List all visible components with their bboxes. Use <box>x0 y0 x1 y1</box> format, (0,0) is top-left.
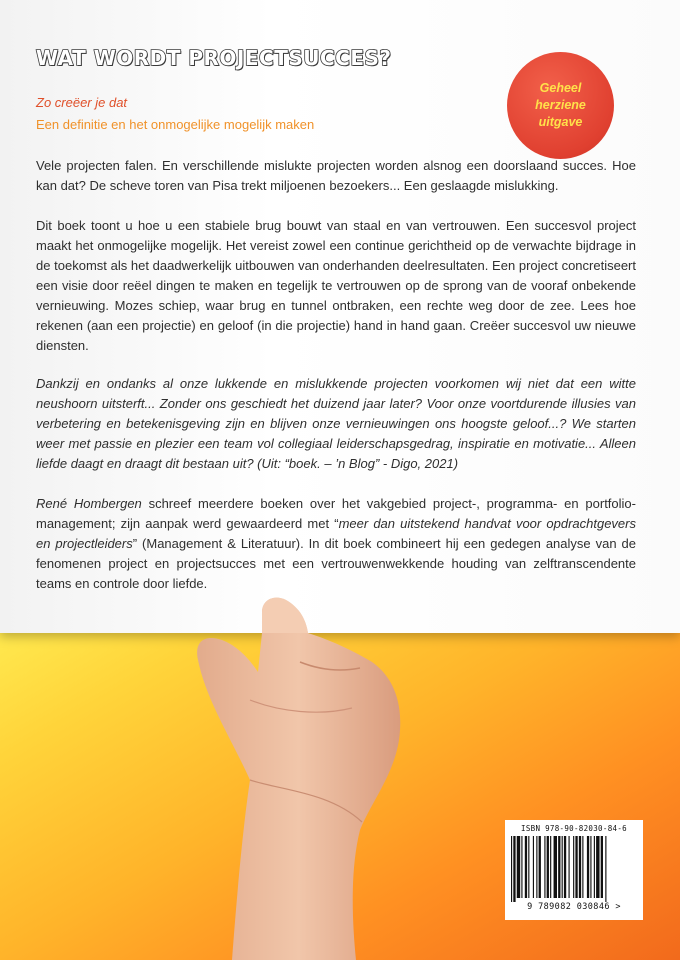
barcode-bar <box>536 836 537 898</box>
barcode-bar <box>582 836 583 898</box>
barcode-digits: 9 789082 030846 > <box>527 902 621 912</box>
barcode-bar <box>601 836 603 898</box>
barcode-bar <box>513 836 515 902</box>
book-tagline: Een definitie en het onmogelijke mogelijk maken <box>36 117 315 132</box>
barcode-bar <box>533 836 534 898</box>
barcode-bar <box>544 836 545 898</box>
barcode-bar <box>596 836 599 898</box>
book-title: WAT WORDT PROJECTSUCCES? <box>36 46 392 70</box>
author-bio-part2: ” (Management & Literatuur). In dit boek combineert hij een gedegen analyse van de fenomenen project en projectsucces met een vertrouwenwekkende houding van zelftranscendente teams en controle door liefde. <box>36 536 636 591</box>
review-quote: meer dan uitstekend handvat voor opdrachtgevers en projectleiders <box>36 516 636 551</box>
barcode-bar <box>605 836 606 902</box>
edition-badge <box>507 52 614 159</box>
barcode-bar <box>594 836 595 898</box>
barcode-bar <box>539 836 541 898</box>
isbn-label: ISBN 978-90-82030-84-6 <box>521 824 627 833</box>
barcode-bar <box>547 836 549 898</box>
barcode-bar <box>587 836 589 898</box>
barcode-bar <box>558 836 560 898</box>
barcode-bar <box>525 836 527 898</box>
author-bio-part1: schreef meerdere boeken over het vakgebied project-, programma- en portfolio-management; zijn aanpak werd gewaardeerd met “ <box>36 496 636 531</box>
barcode-bar <box>550 836 551 898</box>
intro-paragraph: Vele projecten falen. En verschillende mislukte projecten worden alsnog een doorslaand succes. Hoe kan dat? De scheve toren van Pisa trekt miljoenen bezoekers... Een geslaagde mislukking. <box>36 158 636 193</box>
barcode-block <box>505 820 643 920</box>
barcode-bar <box>573 836 574 898</box>
barcode-bar <box>590 836 591 898</box>
barcode-bar <box>569 836 570 898</box>
barcode-bars <box>511 836 637 902</box>
barcode-bar <box>564 836 566 898</box>
quote-paragraph: Dankzij en ondanks al onze lukkende en mislukkende projecten voorkomen wij niet dat een witte neushoorn uitsterft... Zonder ons geschiedt het duizend jaar later? Voor onze voortdurende illusies van verbetering en betekenisgeving zijn en blijven onze vernieuwingen ons hoogste geloof...? We starten weer met passie en plezier een team vol collegiaal leiderschapsgedrag, inspiratie en motivatie... Alleen liefde daagt en draagt dit bestaan uit? (Uit: “boek. – ’n Blog” - Digo, 2021) <box>36 376 636 471</box>
author-name: René Hombergen <box>36 496 142 511</box>
barcode-bar <box>579 836 581 898</box>
barcode-bar <box>562 836 563 898</box>
description-paragraph: Dit boek toont u hoe u een stabiele brug bouwt van staal en van vertrouwen. Een succesvol project maakt het onmogelijke mogelijk. Het vereist zowel een continue gerichtheid op de verwachte bijdrage in de toekomst als het daadwerkelijk uitbouwen van onderhanden deelresultaten. Een project concretiseert een visie door reëel dingen te maken en tegelijk te vertrouwen op de sprong van de vooraf onbekende vernieuwing. Mozes schiep, waar brug en tunnel ontbraken, een rechte weg door de zee. Lees hoe rekenen (aan een projectie) en geloof (in die projectie) hand in hand gaan. Creëer succesvol uw nieuwe diensten. <box>36 218 636 353</box>
barcode-bar <box>511 836 512 902</box>
barcode-bar <box>521 836 522 898</box>
barcode-bar <box>554 836 557 898</box>
book-subtitle: Zo creëer je dat <box>36 95 128 110</box>
barcode-bar <box>528 836 529 898</box>
barcode-bar <box>575 836 577 898</box>
edition-badge-text: Geheel herziene uitgave <box>535 81 586 129</box>
barcode-bar <box>517 836 520 898</box>
author-paragraph <box>36 494 636 594</box>
